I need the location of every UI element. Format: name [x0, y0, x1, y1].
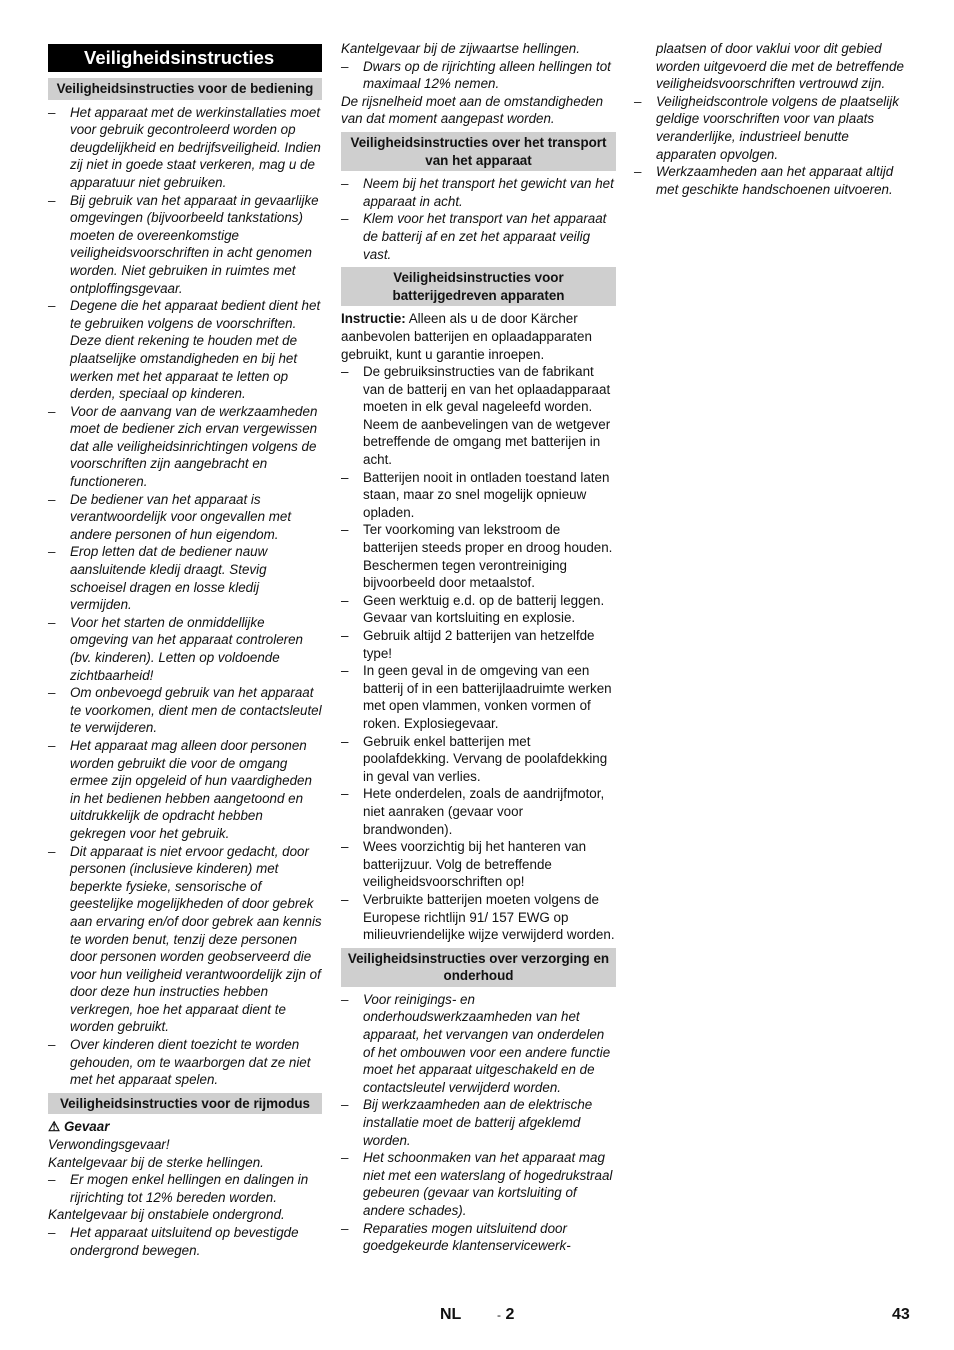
list-item: – Dit apparaat is niet ervoor gedacht, door personen (inclusieve kinderen) met beperkte fysieke, sensorische of geestelijke mogelijkheden of door gebrek aan ervaring en/of door gebrek aan kennis te worden benut, tenzij deze personen door personen worden geobserveerd die voor hun veiligheid verantwoordelijk zijn of door deze hun instructies hebben verkregen, hoe het apparaat dient te worden gebruikt. [48, 843, 322, 1037]
list-item: – Het apparaat mag alleen door personen worden gebruikt die voor de omgang ermee zijn opgeleid of hun vaardigheden in het bedienen hebben aangetoond en uitdrukkelijk de opdracht hebben gekregen voor het gebruik. [48, 737, 322, 843]
list-item: – De bediener van het apparaat is verantwoordelijk voor ongevallen met andere personen of hun eigendom. [48, 491, 322, 544]
instructie-label: Instructie: [341, 311, 406, 327]
list-item: – Werkzaamheden aan het apparaat altijd met geschikte handschoenen uitvoeren. [634, 163, 908, 198]
warning-line: Kantelgevaar bij onstabiele ondergrond. [48, 1207, 285, 1223]
continued-text: plaatsen of door vaklui voor dit gebied worden uitgevoerd die met de betreffende veiligheidsvoorschriften vertrouwd zijn. [656, 41, 904, 92]
warning-heading [48, 1118, 322, 1136]
list-item: – Batterijen nooit in ontladen toestand laten staan, maar zo snel mogelijk opnieuw opladen. [341, 469, 616, 522]
list-item: – Over kinderen dient toezicht te worden gehouden, om te waarborgen dat ze niet met het apparaat spelen. [48, 1036, 322, 1089]
list-item: – Erop letten dat de bediener nauw aansluitende kledij draagt. Stevig schoeisel dragen en losse kledij vermijden. [48, 543, 322, 613]
text-line: De rijsnelheid moet aan de omstandigheden van dat moment aangepast worden. [341, 93, 604, 127]
warning-line: Verwondingsgevaar! [48, 1137, 170, 1153]
onderhoud-list [341, 991, 616, 1255]
list-item: – Klem voor het transport van het apparaat de batterij af en zet het apparaat veilig vast. [341, 210, 616, 263]
column-left [48, 40, 322, 1259]
page-title: Veiligheidsinstructies [48, 44, 322, 72]
list-item: – Het schoonmaken van het apparaat mag niet met een waterslang of hogedrukstraal gebeuren (gevaar van kortsluiting of andere schades). [341, 1149, 616, 1219]
list-item: – Bij gebruik van het apparaat in gevaarlijke omgevingen (bijvoorbeeld tankstations) moeten de overeenkomstige veiligheidsvoorschriften in acht genomen worden. Niet gebruiken in ruimtes met ontploffingsgevaar. [48, 192, 322, 298]
list-item: – Voor reinigings- en onderhoudswerkzaamheden van het apparaat, het vervangen van onderdelen of het ombouwen voor een andere functie moet het apparaat uitgeschakeld en de contactsleutel verwijderd worden. [341, 991, 616, 1097]
list-item: – Neem bij het transport het gewicht van het apparaat in acht. [341, 175, 616, 210]
transport-list [341, 175, 616, 263]
list-item: – Degene die het apparaat bedient dient het te gebruiken volgens de voorschriften. Deze dient rekening te houden met de plaatselijke omstandigheden en bij het werken met het apparaat te letten op derden, speciaal op kinderen. [48, 297, 322, 403]
list-item: – Voor het starten de onmiddellijke omgeving van het apparaat controleren (bv. kinderen). Letten op voldoende zichtbaarheid! [48, 614, 322, 684]
batterij-list [341, 363, 616, 944]
warning-line: Kantelgevaar bij de sterke hellingen. [48, 1154, 264, 1170]
list-item: – Hete onderdelen, zoals de aandrijfmotor, niet aanraken (gevaar voor brandwonden). [341, 785, 616, 838]
warning-triangle-icon: ⚠ [48, 1119, 61, 1135]
footer-language: NL [440, 1306, 462, 1323]
footer-section-number: - 2 [497, 1306, 515, 1323]
text-line: Kantelgevaar bij de zijwaartse hellingen. [341, 41, 580, 56]
list-item: – In geen geval in de omgeving van een batterij of in een batterijlaadruimte werken met open vlammen, vonken vormen of roken. Explosiegevaar. [341, 662, 616, 732]
section-heading-transport: Veiligheidsinstructies over het transport van het apparaat [341, 132, 616, 171]
list-item: – Reparaties mogen uitsluitend door goedgekeurde klantenservicewerk- [341, 1220, 616, 1255]
list-item: – Om onbevoegd gebruik van het apparaat te voorkomen, dient men de contactsleutel te verwijderen. [48, 684, 322, 737]
section-heading-bediening: Veiligheidsinstructies voor de bediening [48, 78, 322, 100]
list-item: – Geen werktuig e.d. op de batterij leggen. Gevaar van kortsluiting en explosie. [341, 592, 616, 627]
list-item: – Gebruik altijd 2 batterijen van hetzelfde type! [341, 627, 616, 662]
right-list [634, 93, 908, 199]
list-item: – Voor de aanvang van de werkzaamheden moet de bediener zich ervan vergewissen dat alle veiligheidsinrichtingen volgens de voorschriften zijn aangebracht en functioneren. [48, 403, 322, 491]
list-item: – Dwars op de rijrichting alleen hellingen tot maximaal 12% nemen. [341, 58, 616, 93]
list-item: – Gebruik enkel batterijen met poolafdekking. Vervang de poolafdekking in geval van verlies. [341, 733, 616, 786]
list-item: – Er mogen enkel hellingen en dalingen in rijrichting tot 12% bereden worden. [48, 1171, 322, 1206]
list-item: – De gebruiksinstructies van de fabrikant van de batterij en van het oplaadapparaat moeten in elk geval nageleefd worden. Neem de aanbevelingen van de wetgever betreffende de omgang met batterijen in acht. [341, 363, 616, 469]
section-heading-onderhoud: Veiligheidsinstructies over verzorging en onderhoud [341, 948, 616, 987]
list-item: – Bij werkzaamheden aan de elektrische installatie moet de batterij afgeklemd worden. [341, 1096, 616, 1149]
column-middle [341, 40, 616, 1255]
list-item: – Verbruikte batterijen moeten volgens de Europese richtlijn 91/ 157 EWG op milieuvriendelijke wijze verwijderd worden. [341, 891, 616, 944]
section-heading-batterij: Veiligheidsinstructies voor batterijgedreven apparaten [341, 267, 616, 306]
column-right [634, 40, 908, 198]
instructie-paragraph [341, 310, 616, 363]
list-item: – Wees voorzichtig bij het hanteren van batterijzuur. Volg de betreffende veiligheidsvoorschriften op! [341, 838, 616, 891]
list-item: – Veiligheidscontrole volgens de plaatselijk geldige voorschriften voor van plaats veranderlijke, industrieel benutte apparaten opvolgen. [634, 93, 908, 163]
list-item: – Het apparaat met de werkinstallaties moet voor gebruik gecontroleerd worden op deugdelijkheid en bedrijfsveiligheid. Indien zij niet in goede staat verkeren, mag u de apparatuur niet gebruiken. [48, 104, 322, 192]
footer-page-number: 43 [892, 1306, 910, 1323]
instructie-text: Alleen als u de door Kärcher aanbevolen batterijen en oplaadapparaten gebruikt, kunt u garantie inroepen. [341, 311, 592, 362]
list-item: – Het apparaat uitsluitend op bevestigde ondergrond bewegen. [48, 1224, 322, 1259]
list-item: – Ter voorkoming van lekstroom de batterijen steeds proper en droog houden. Beschermen tegen verontreiniging bijvoorbeeld door metaalstof. [341, 521, 616, 591]
section-heading-rijmodus: Veiligheidsinstructies voor de rijmodus [48, 1093, 322, 1115]
bediening-list [48, 104, 322, 1089]
warning-label: Gevaar [64, 1119, 110, 1135]
